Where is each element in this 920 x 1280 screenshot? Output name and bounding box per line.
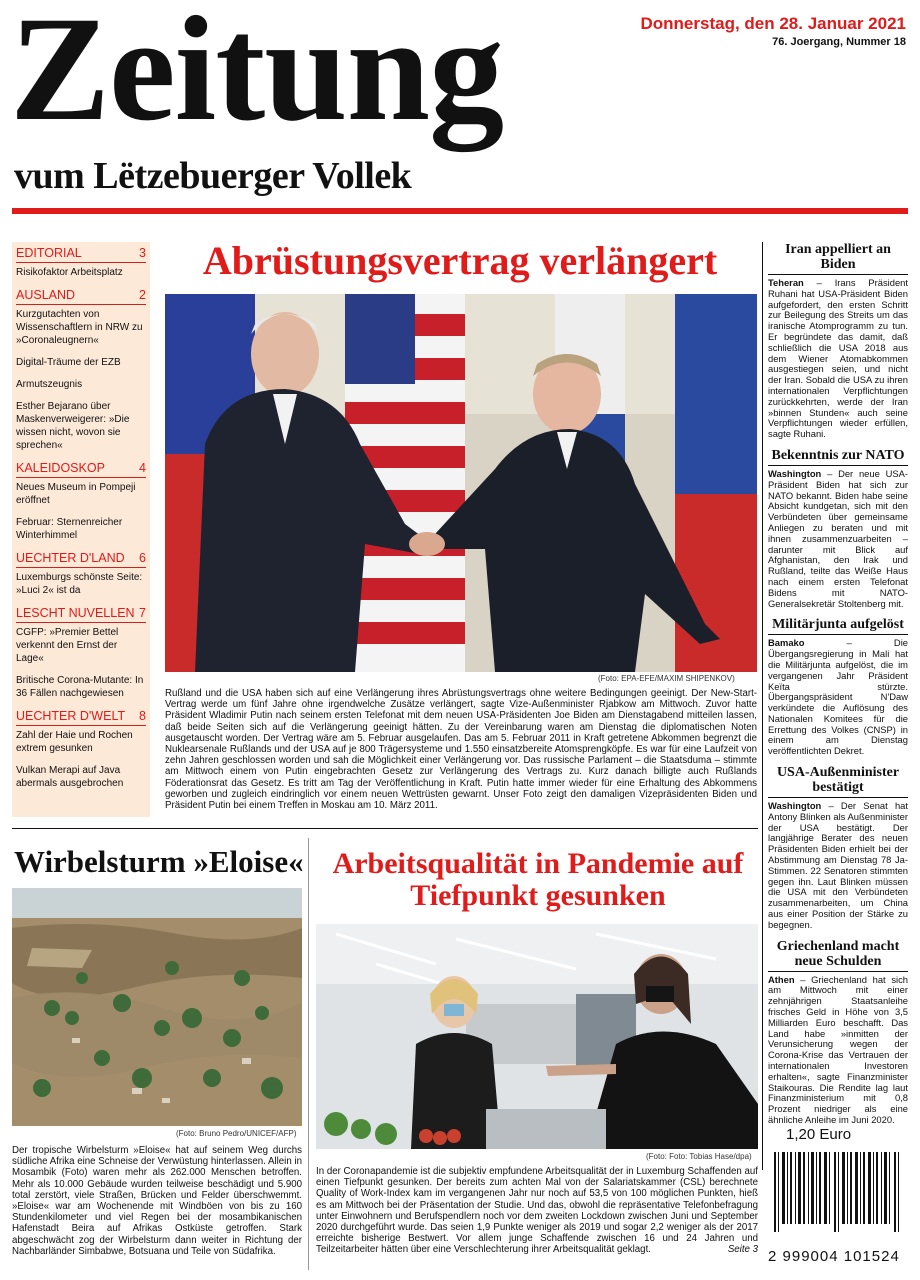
brief-headline: USA-Außenminister bestätigt [768, 765, 908, 798]
toc-item[interactable]: Kurzgutachten von Wissenschaftlern in NRW zu »Coronaleugnern« [16, 309, 143, 346]
brief-location: Athen [768, 973, 795, 985]
column-divider [762, 242, 763, 1170]
work-photo[interactable] [316, 924, 758, 1149]
table-of-contents [12, 242, 150, 817]
brief-text: – Irans Präsident Ruhani hat USA-Präsident Biden aufgefordert, den ersten Schritt zur Beilegung des Streits um das iranische Atomprogramm zu tun. Er begründete das damit, daß schließlich die USA 2018 aus dem Wiener Atomabkommen ausgestiegen seien, und nicht der Iran. Sobald die USA zu ihren internationalen Verpflichtungen zurückkehrten, werde der Iran »binnen Stunden« auch seine Verpflichtungen wieder erfüllen, sagte Ruhani. [768, 277, 908, 440]
toc-section-name: UECHTER D'WELT [16, 709, 126, 723]
handshake-photo [165, 294, 757, 672]
main-headline[interactable]: Abrüstungsvertrag verlängert [202, 238, 718, 283]
toc-section-page: 8 [139, 709, 146, 723]
toc-item[interactable]: CGFP: »Premier Bettel verkennt den Ernst der Lage« [16, 627, 119, 664]
toc-section-name: UECHTER D'LAND [16, 551, 125, 565]
brief-location: Teheran [768, 277, 804, 288]
toc-item[interactable]: Zahl der Haie und Rochen extrem gesunken [16, 730, 133, 754]
masthead-rule [12, 208, 908, 214]
page-reference[interactable]: Seite 3 [727, 1244, 758, 1256]
work-headline[interactable]: Arbeitsqualität in Pandemie auf Tiefpunkt gesunken [332, 847, 744, 912]
toc-section-name: AUSLAND [16, 288, 76, 302]
brief-location: Washington [768, 467, 822, 479]
toc-section[interactable] [16, 461, 146, 542]
flood-photo [12, 888, 302, 1126]
brief-headline: Militärjunta aufgelöst [768, 617, 908, 635]
main-photo-credit: (Foto: EPA-EFE/MAXIM SHIPENKOV) [598, 674, 735, 683]
toc-section-page: 3 [139, 246, 146, 260]
toc-item[interactable]: Februar: Sternenreicher Winterhimmel [16, 517, 123, 541]
toc-item[interactable]: Esther Bejarano über Maskenverweigerer: »Die wissen nicht, wovon sie sprechen« [16, 401, 130, 451]
brief-text: – Der Senat hat Antony Blinken als Außenminister der USA bestätigt. Der langjährige Berater des neuen Präsidenten Biden erhielt bei der Abstimmung am Dienstag 78 Ja-Stimmen. 22 Senatoren stimmten gegen ihn. Laut Blinken müssen die USA mit den Verbündeten zusammenarbeiten, um China aus einer Position der Stärke zu begegnen. [768, 800, 908, 930]
price-label: 1,20 Euro [786, 1126, 852, 1143]
shop-photo [316, 924, 758, 1149]
storm-headline[interactable]: Wirbelsturm »Eloise« [14, 844, 304, 879]
toc-item[interactable]: Neues Museum in Pompeji eröffnet [16, 482, 136, 506]
news-briefs [768, 242, 908, 1134]
brief-headline: Griechenland macht neue Schulden [768, 939, 908, 972]
brief-article[interactable] [768, 617, 908, 757]
toc-item[interactable]: Britische Corona-Mutante: In 36 Fällen nachgewiesen [16, 675, 144, 699]
toc-item[interactable]: Digital-Träume der EZB [16, 357, 121, 368]
brief-text: – Griechenland hat sich am Mittwoch mit einer zehnjährigen Staatsanleihe frisches Geld in Höhe von 3,5 Milliarden Euro beschafft. Das Land habe »inmitten der Verunsicherung wegen der Corona-Krise das Vertrauen der internationalen Investoren erhalten«, sagte Finanzminister Staikouras. Die Rendite lag laut Finanzministerium mit 0,8 Prozent niedriger als eine ähnliche Anleihe im Juni 2020. [768, 973, 908, 1125]
brief-article[interactable] [768, 242, 908, 440]
toc-section-name: LESCHT NUVELLEN [16, 606, 135, 620]
work-photo-credit: (Foto: Foto: Tobias Hase/dpa) [646, 1152, 752, 1161]
toc-item[interactable]: Armutszeugnis [16, 379, 83, 390]
toc-section-name: KALEIDOSKOP [16, 461, 105, 475]
barcode-icon [768, 1152, 910, 1232]
masthead-subtitle: vum Lëtzebuerger Vollek [14, 155, 412, 197]
brief-location: Washington [768, 800, 822, 812]
section-divider [12, 828, 758, 829]
toc-item[interactable]: Luxemburgs schönste Seite: »Luci 2« ist da [16, 572, 143, 596]
work-article-text [316, 1166, 758, 1256]
toc-section[interactable] [16, 606, 146, 700]
brief-text: – Der neue USA-Präsident Biden hat sich zur NATO bekannt. Biden habe seine Absicht kundgetan, sich mit den Verbündeten über gemeinsame Anliegen zu beraten und mit ihnen zusammenzuarbeiten – darunter mit Blick auf Afghanistan, den Irak und Rußland, teilte das Weiße Haus nach einem ersten Telefonat Bidens mit NATO-Generalsekretär Stoltenberg mit. [768, 467, 908, 609]
toc-section-page: 6 [139, 551, 146, 565]
brief-headline: Bekenntnis zur NATO [768, 448, 908, 466]
brief-location: Bamako [768, 637, 805, 649]
brief-article[interactable] [768, 939, 908, 1126]
toc-section[interactable] [16, 288, 146, 452]
storm-photo-credit: (Foto: Bruno Pedro/UNICEF/AFP) [176, 1129, 297, 1138]
toc-section[interactable] [16, 709, 146, 790]
issue-date: Donnerstag, den 28. Januar 2021 [640, 14, 906, 33]
main-article-text: Rußland und die USA haben sich auf eine Verlängerung ihres Abrüstungsvertrags ohne weitere Bedingungen geeinigt. Der New-Start-Vertrag werde um fünf Jahre ohne irgendwelche Zusätze verlängert, sagte Vize-Außenminister Rjabkow am Mittwoch. Zuvor hatte Präsident Wladimir Putin nach seinem ersten Telefonat mit dem neuen USA-Präsidenten Joe Biden am Dienstagabend mitteilen lassen, daß beide Seiten sich auf die Verlängerung geeinigt hätten. Zu der Vereinbarung waren am Dienstag die diplomatischen Noten ausgetauscht worden. Der Vertrag wäre am 5. Februar ausgelaufen. Das am 5. Februar 2011 in Kraft getretene Abkommen begrenzt die Nuklearsenale Rußlands und der USA auf je 800 Trägersysteme und 1.550 einsatzbereite Atomsprengköpfe. Es war für eine Laufzeit von zehn Jahren geschlossen worden und sah die Möglichkeit einer Verlängerung vor. Das russische Parlament – die Staatsduma – stimmte am Mittwoch einem von Putin eingebrachten Gesetz zur Verlängerung des Vertrags zu. Kurz danach billigte auch Rußlands Föderationsrat das Gesetz. Es tritt am Tag der Veröffentlichung in Kraft. Putin hatte immer wieder für eine Erhaltung des Abkommens geworben und zugleich eindringlich vor einem neuen Wettrüsten gewarnt. Unser Foto zeigt den damaligen Vizepräsidenten Biden und Präsident Putin bei einem Treffen in Moskau am 10. März 2011. [165, 688, 757, 812]
toc-section[interactable] [16, 246, 146, 279]
toc-item[interactable]: Vulkan Merapi auf Java abermals ausgebrochen [16, 765, 124, 789]
toc-section-page: 4 [139, 461, 146, 475]
brief-headline: Iran appelliert an Biden [768, 242, 908, 275]
masthead-title: Zeitung [10, 0, 504, 152]
barcode-number: 2 999004 101524 [768, 1248, 900, 1265]
brief-article[interactable] [768, 448, 908, 609]
toc-section[interactable] [16, 551, 146, 597]
work-article-body: In der Coronapandemie ist die subjektiv empfundene Arbeitsqualität der in Luxemburg Schaffenden auf einen Tiefpunkt gesunken. Der bereits zum achten Mal von der Salariatskammer (CSL) berechnete Quality of Work-Index kam im vergangenen Jahr nur noch auf 53,5 von 100 möglichen Punkten, hieß es am Mittwoch bei der Präsentation der Studie. Und das, obwohl die repräsentative Telefonbefragung unter Einwohnern und Berufspendlern noch vor dem zweiten Lockdown zwischen Juni und September 2020 durchgeführt wurde. Das seien 1,9 Punkte weniger als 2019 und sogar 2,2 weniger als der 2017 erreichte bisherige Bestwert. Vor allem junge Schaffende zwischen 16 und 24 Jahren und Teilzeitarbeiter hätten über eine Verschlechterung ihrer Arbeitsqualität geklagt. [316, 1166, 758, 1256]
brief-text: – Die Übergangsregierung in Mali hat die Militärjunta aufgelöst, die im vergangenen Jahr Präsident Keïta stürzte. Übergangspräsident N'Daw verkündete die Auflösung des Nationalen Komitees für die Errettung des Volkes (CNSP) in einem am Dienstag veröffentlichten Dekret. [768, 637, 908, 757]
column-divider [308, 838, 309, 1270]
toc-section-page: 7 [139, 606, 146, 620]
issue-number: 76. Joergang, Nummer 18 [772, 36, 906, 48]
toc-section-name: EDITORIAL [16, 246, 82, 260]
storm-article-text: Der tropische Wirbelsturm »Eloise« hat auf seinem Weg durchs südliche Afrika eine Schneise der Verwüstung hinterlassen. Allein in Mosambik (Foto) waren mehr als 262.000 Menschen betroffen. Mehr als 10.000 Gebäude wurden teilweise beschädigt und 5.900 total zerstört, viele Straßen, Brücken und Felder überschwemmt. »Eloise« war am Wochenende mit Windböen von bis zu 160 Stundenkilometer und viel Regen bei der mosambikanischen Hafenstadt Beira auf Afrikas Ostküste getroffen. Stark abgeschwächt zog der Wirbelsturm dann weiter in Richtung der Nachbarländer Simbabwe, Botsuana und Teile von Südafrika. [12, 1145, 302, 1257]
brief-article[interactable] [768, 765, 908, 931]
storm-photo[interactable] [12, 888, 302, 1126]
toc-section-page: 2 [139, 288, 146, 302]
toc-item[interactable]: Risikofaktor Arbeitsplatz [16, 267, 123, 278]
main-photo[interactable] [165, 294, 757, 672]
